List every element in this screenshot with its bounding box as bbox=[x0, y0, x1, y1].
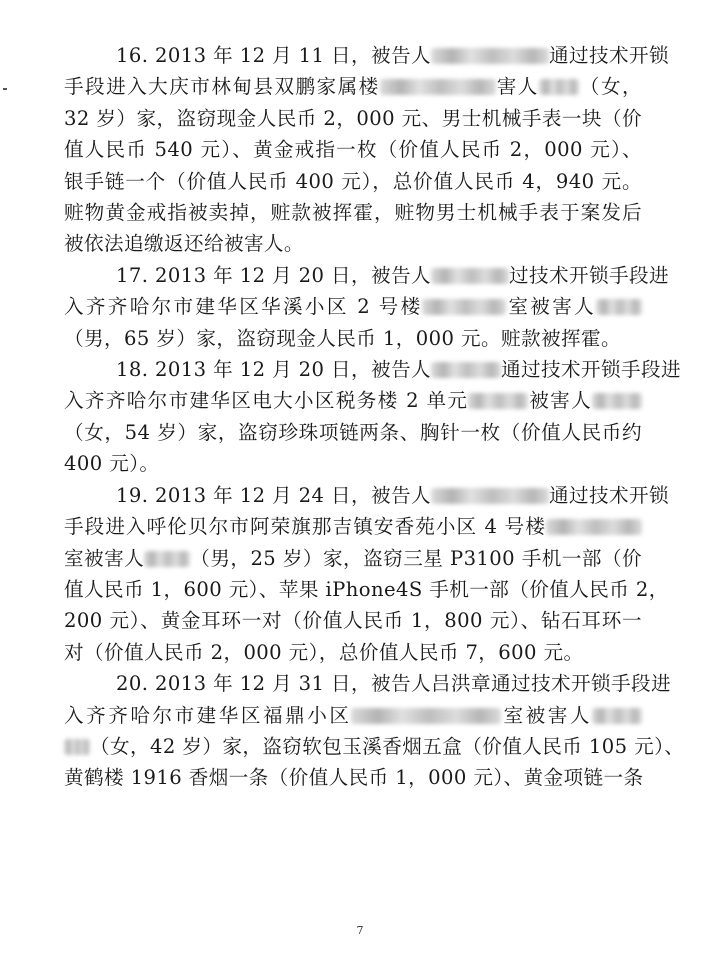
text-run: 室被害人 bbox=[506, 295, 597, 319]
paragraph-item-20 bbox=[64, 668, 685, 794]
text-run: （男，25 岁）家，盗窃三星 P3100 手机一部（价 bbox=[190, 546, 642, 570]
text-run: 被害人 bbox=[528, 389, 592, 413]
redaction-blur bbox=[422, 299, 506, 315]
text-line: 黄鹤楼 1916 香烟一条（价值人民币 1，000 元）、黄金项链一条 bbox=[64, 766, 644, 790]
text-run: 19. 2013 年 12 月 24 日，被告人 bbox=[116, 483, 432, 507]
text-line bbox=[64, 260, 669, 291]
text-run: 入齐齐哈尔市建华区电大小区税务楼 2 单元 bbox=[64, 389, 469, 413]
text-line bbox=[64, 700, 642, 731]
text-run: 17. 2013 年 12 月 20 日，被告人 bbox=[116, 263, 432, 287]
text-line: 对（价值人民币 2，000 元），总价值人民币 7，600 元。 bbox=[64, 640, 584, 664]
text-line bbox=[64, 291, 642, 322]
text-line: 400 元）。 bbox=[64, 452, 160, 476]
text-run: （女， bbox=[578, 75, 642, 99]
redaction-blur bbox=[380, 79, 496, 95]
text-line: 20. 2013 年 12 月 31 日，被告人吕洪章通过技术开锁手段进 bbox=[116, 672, 671, 696]
redaction-blur bbox=[64, 739, 90, 755]
page-number: 7 bbox=[356, 924, 364, 937]
text-run: 18. 2013 年 12 月 20 日，被告人 bbox=[116, 358, 432, 382]
text-run: 入齐齐哈尔市建华区福鼎小区 bbox=[64, 703, 352, 727]
text-run: 手段进入大庆市林甸县双鹏家属楼 bbox=[64, 75, 380, 99]
text-line bbox=[64, 543, 642, 574]
redaction-blur bbox=[431, 268, 509, 284]
text-line bbox=[64, 354, 681, 385]
paragraph-item-17 bbox=[64, 260, 669, 354]
text-run: 16. 2013 年 12 月 11 日，被告人 bbox=[116, 44, 432, 67]
text-line: 32 岁）家，盗窃现金人民币 2，000 元、男士机械手表一块（价 bbox=[64, 106, 642, 130]
redaction-blur bbox=[431, 48, 549, 64]
text-line bbox=[64, 511, 642, 542]
text-line: （女，54 岁）家，盗窃珍珠项链两条、胸针一枚（价值人民币约 bbox=[64, 420, 642, 444]
text-line: 值人民币 540 元）、黄金戒指一枚（价值人民币 2，000 元）、 bbox=[64, 138, 642, 162]
redaction-blur bbox=[592, 708, 642, 724]
redaction-blur bbox=[144, 551, 190, 567]
redaction-blur bbox=[546, 519, 642, 535]
paragraph-item-16 bbox=[64, 40, 669, 260]
text-run: 入齐齐哈尔市建华区华溪小区 2 号楼 bbox=[64, 295, 423, 319]
text-run: 室被害人 bbox=[64, 546, 145, 570]
paragraph-item-18 bbox=[64, 354, 681, 480]
text-run: 通过技术开锁 bbox=[549, 483, 669, 507]
text-run: 通过技术开锁 bbox=[549, 44, 669, 67]
redaction-blur bbox=[431, 488, 549, 504]
text-line: 银手链一个（价值人民币 400 元），总价值人民币 4，940 元。 bbox=[64, 169, 642, 193]
text-run: 害人 bbox=[495, 75, 539, 99]
text-line: 被依法追缴返还给被害人。 bbox=[64, 232, 304, 256]
text-run: 室被害人 bbox=[501, 703, 592, 727]
redaction-blur bbox=[596, 299, 642, 315]
text-line: 值人民币 1，600 元）、苹果 iPhone4S 手机一部（价值人民币 2， bbox=[64, 577, 669, 601]
text-line bbox=[64, 40, 669, 71]
text-run: （女，42 岁）家，盗窃软包玉溪香烟五盒（价值人民币 105 元）、 bbox=[90, 734, 685, 758]
text-line bbox=[64, 385, 642, 416]
text-run: 过技术开锁手段进 bbox=[509, 263, 669, 287]
text-line: 200 元）、黄金耳环一对（价值人民币 1，800 元）、钻石耳环一 bbox=[64, 609, 642, 633]
redaction-blur bbox=[351, 708, 501, 724]
paragraph-item-19 bbox=[64, 480, 669, 668]
text-line: 赃物黄金戒指被卖掉，赃款被挥霍，赃物男士机械手表于案发后 bbox=[64, 201, 642, 225]
redaction-blur bbox=[468, 393, 528, 409]
text-line: （男，65 岁）家，盗窃现金人民币 1，000 元。赃款被挥霍。 bbox=[64, 326, 621, 350]
document-body bbox=[64, 40, 685, 794]
redaction-blur bbox=[592, 393, 642, 409]
redaction-blur bbox=[539, 79, 579, 95]
text-line bbox=[64, 71, 642, 102]
margin-mark bbox=[3, 88, 7, 90]
redaction-blur bbox=[431, 362, 501, 378]
text-run: 通过技术开锁手段进 bbox=[501, 358, 681, 382]
text-line bbox=[64, 731, 685, 762]
text-run: 手段进入呼伦贝尔市阿荣旗那吉镇安香苑小区 4 号楼 bbox=[64, 515, 547, 539]
text-line bbox=[64, 480, 669, 511]
